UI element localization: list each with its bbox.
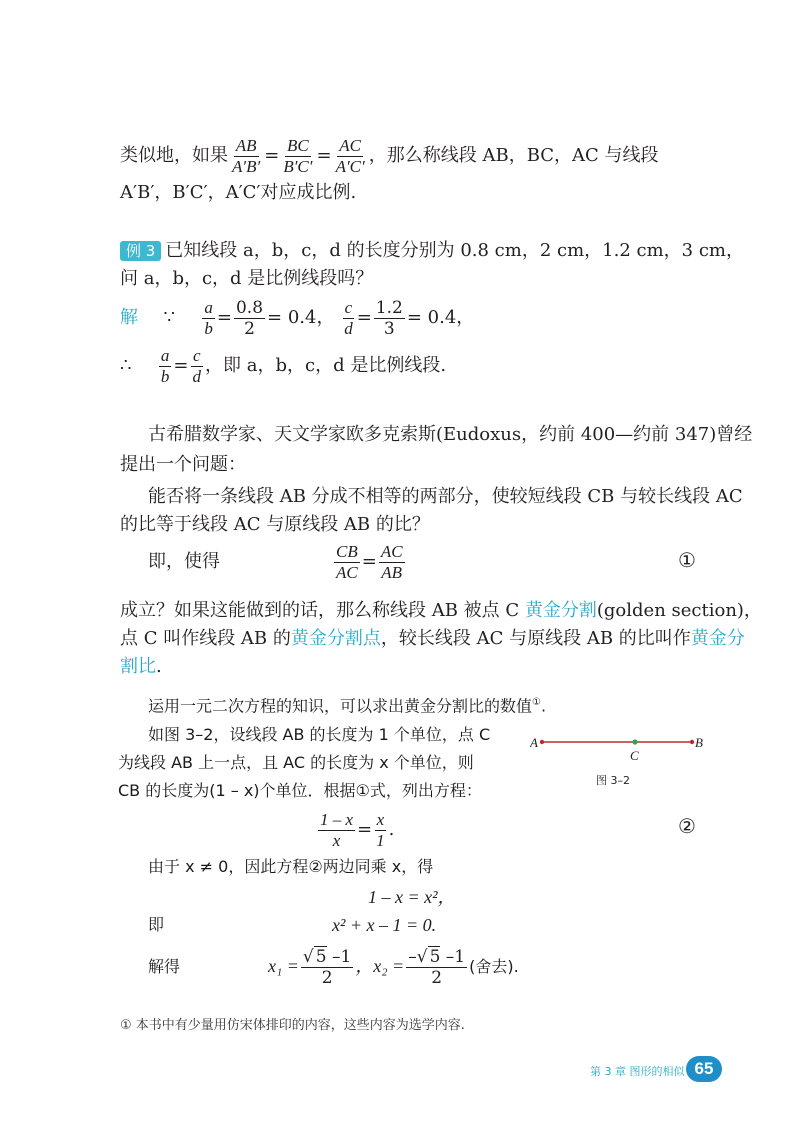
x1-label: x₁ = (268, 956, 299, 976)
point-b (690, 740, 694, 744)
footnote-mark: ① (532, 697, 541, 708)
frac-num: a (160, 345, 170, 365)
golden-text-a: 成立？如果这能做到的话，那么称线段 AB 被点 C (120, 600, 525, 621)
frac-num: 1 – x (320, 809, 354, 829)
frac-num: c (192, 345, 201, 365)
example-badge: 例 3 (120, 241, 161, 261)
golden-line-1 (120, 598, 762, 624)
equation-3: 1 – x = x²， (368, 887, 456, 907)
frac-num: AB (235, 135, 257, 155)
eudoxus-line-2: 提出一个问题： (120, 454, 246, 475)
fraction-bc (281, 136, 314, 177)
term-golden-ratio-b: 割比 (120, 656, 156, 677)
fraction-0.8-2 (234, 298, 265, 339)
equation-2: $\frac{1 - x}{x}$ = $\frac{x}{1}$ . (320, 809, 395, 850)
sqrt-icon: –√ (408, 946, 428, 967)
frac-den: AC (336, 562, 358, 582)
frac-num: c (344, 297, 353, 317)
fraction-c-d (342, 298, 355, 339)
frac-den: 2 (244, 318, 255, 339)
therefore-line: ∴ $\frac{a}{b}$ = $\frac{c}{d}$ ，即 a，b，c，d 是比例线段. (120, 345, 447, 386)
ie-text: 即，使得 (148, 551, 220, 572)
method-line-3: 为线段 AB 上一点，且 AC 的长度为 x 个单位，则 (118, 753, 474, 772)
conclusion-text: ，即 a，b，c，d 是比例线段. (205, 355, 447, 376)
frac-num: x (376, 809, 385, 829)
figure-3-2 (530, 728, 710, 790)
method-line-2: 如图 3–2，设线段 AB 的长度为 1 个单位，点 C (148, 725, 491, 744)
frac-den: 3 (383, 318, 395, 339)
fraction-1-x-over-x (318, 810, 355, 851)
golden-text-c: 点 C 叫作线段 AB 的 (120, 628, 291, 649)
frac-num: a (204, 297, 213, 317)
frac-num: CB (336, 541, 358, 561)
frac-num: 0.8 (235, 297, 264, 318)
frac-den: b (160, 366, 170, 386)
example3-line-1 (120, 238, 744, 264)
solutions (268, 942, 519, 991)
sqrt-icon: √ (302, 946, 314, 967)
intro-tail: ，那么称线段 AB，BC，AC 与线段 (368, 145, 659, 166)
fraction-cb-ac (334, 542, 360, 583)
fraction-1.2-3 (374, 298, 405, 339)
period: . (156, 656, 162, 677)
label-a: A (530, 735, 538, 750)
term-golden-ratio-a: 黄金分 (690, 628, 745, 649)
label-b: B (695, 735, 703, 750)
example3-question-1: 已知线段 a，b，c，d 的长度分别为 0.8 cm，2 cm，1.2 cm，3 cm， (165, 240, 744, 261)
question-line-1: 能否将一条线段 AB 分成不相等的两部分，使较短线段 CB 与较长线段 AC (148, 486, 743, 507)
frac-num: AC (339, 135, 362, 155)
equals: = (316, 145, 332, 166)
frac-den: A′B′ (232, 156, 261, 176)
fraction-ac (334, 136, 367, 177)
golden-line-2 (120, 626, 745, 652)
intro-line-1 (120, 134, 659, 178)
because-symbol: ∵ (163, 307, 175, 328)
result-2: = 0.4， (406, 307, 475, 328)
frac-den: A′C′ (335, 156, 365, 176)
eudoxus-line-1: 古希腊数学家、天文学家欧多克索斯(Eudoxus，约前 400—约前 347)曾经 (148, 424, 753, 445)
term-golden-section: 黄金分割 (524, 600, 597, 621)
therefore-symbol: ∴ (120, 355, 132, 376)
radicand: 5 (315, 946, 327, 967)
equation-1-label: ① (678, 548, 696, 572)
page-number: 65 (686, 1056, 722, 1082)
equation-2-label: ② (678, 814, 696, 838)
golden-text-b: (golden section)， (596, 600, 762, 621)
frac-den: B′C′ (283, 156, 313, 176)
method-line-1 (148, 690, 546, 719)
frac-num: AC (380, 541, 403, 561)
frac-den: 1 (376, 830, 385, 850)
period: . (540, 696, 547, 716)
frac-den: b (204, 318, 213, 338)
fraction-a-b (202, 298, 215, 339)
solve-label: 解得 (148, 957, 181, 976)
method-text-1: 运用一元二次方程的知识，可以求出黄金分割比的数值 (148, 696, 533, 716)
equation-1: $\frac{CB}{AC}$ = $\frac{AC}{AB}$ (336, 541, 403, 582)
example3-line-2: 问 a，b，c，d 是比例线段吗？ (120, 268, 374, 289)
golden-line-3 (120, 654, 162, 680)
frac-den: x (332, 830, 341, 850)
fraction-c-d-2 (191, 346, 204, 387)
frac-den: 2 (321, 967, 333, 988)
question-line-2: 的比等于线段 AC 与原线段 AB 的比？ (120, 514, 430, 535)
fraction-x-over-1 (374, 810, 387, 851)
discard-note: (舍去). (469, 957, 519, 976)
intro-line-2: A′B′，B′C′，A′C′对应成比例. (120, 182, 357, 203)
chapter-label: 第 3 章 图形的相似 (590, 1065, 685, 1078)
num-tail: –1 (440, 946, 466, 967)
frac-num: BC (287, 135, 309, 155)
term-golden-point: 黄金分割点 (290, 628, 381, 649)
num-tail: –1 (326, 946, 352, 967)
equals: = (264, 145, 280, 166)
fraction-ab (230, 136, 262, 177)
solution-line: 解 ∵ $\frac{a}{b}$ = $\frac{0.8}{2}$ = 0.4， $\frac{c}{d}$ = $\frac{1.2}{3}$ = 0.4， (120, 297, 475, 339)
solution-label: 解 (120, 307, 138, 328)
footnote: ① 本书中有少量用仿宋体排印的内容，这些内容为选学内容. (120, 1018, 465, 1033)
x2-label: ，x₂ = (355, 956, 405, 976)
frac-den: 2 (431, 967, 443, 988)
golden-text-d: ，较长线段 AC 与原线段 AB 的比叫作 (380, 628, 691, 649)
method-line-5: 由于 x ≠ 0，因此方程②两边同乘 x，得 (148, 857, 434, 876)
fraction-a-b-2 (159, 346, 172, 387)
frac-den: AB (381, 562, 403, 582)
frac-num: 1.2 (375, 297, 403, 318)
figure-caption: 图 3–2 (596, 774, 630, 787)
intro-lead: 类似地，如果 (120, 145, 228, 166)
radicand: 5 (429, 946, 441, 967)
result-1: = 0.4， (267, 307, 335, 328)
method-line-4: CB 的长度为(1 – x)个单位．根据①式，列出方程： (118, 781, 482, 800)
point-a (540, 740, 544, 744)
fraction-x1 (301, 947, 353, 988)
equation-4: x² + x – 1 = 0. (332, 915, 437, 935)
point-c (632, 739, 637, 744)
frac-den: d (344, 318, 353, 338)
label-c: C (630, 748, 639, 763)
ie-line (148, 540, 220, 584)
frac-den: d (192, 366, 202, 386)
ie-label-2: 即 (148, 915, 165, 934)
fraction-ac-ab (379, 542, 405, 583)
fraction-x2 (406, 947, 467, 988)
